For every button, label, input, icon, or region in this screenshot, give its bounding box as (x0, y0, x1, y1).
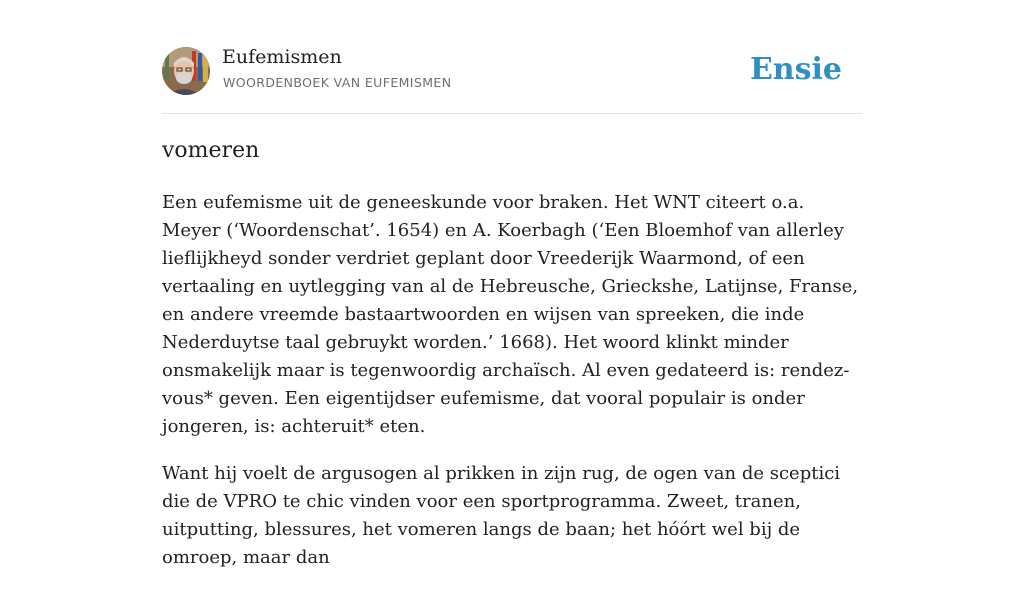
site-title[interactable]: Eufemismen (222, 46, 342, 68)
site-header (162, 46, 862, 96)
entry-paragraph: Een eufemisme uit de geneeskunde voor braken. Het WNT citeert o.a. Meyer (‘Woordenschat’. 1654) en A. Koerbagh (‘Een Bloemhof van allerley lieflijkheyd sonder verdriet geplant door Vreederijk Waarmond, of een vertaaling en uytlegging van al de Hebreusche, Grieckshe, Latijnse, Franse, en andere vreemde bastaartwoorden en wijsen van spreeken, die inde Nederduytse taal gebruykt worden.’ 1668). Het woord klinkt minder onsmakelijk maar is tegenwoordig archaïsch. Al even gedateerd is: rendez-vous* geven. Een eigentijdser eufemisme, dat vooral populair is onder jongeren, is: achteruit* eten. (162, 192, 859, 437)
site-subtitle: WOORDENBOEK VAN EUFEMISMEN (223, 75, 452, 90)
header-divider (162, 113, 862, 114)
entry-body (162, 189, 864, 591)
entry-paragraph: Want hij voelt de argusogen al prikken in zijn rug, de ogen van de sceptici die de VPRO te chic vinden voor een sportprogramma. Zweet, tranen, uitputting, blessures, het vomeren langs de baan; het hóórt wel bij de omroep, maar dan (162, 463, 841, 568)
author-avatar[interactable] (162, 47, 210, 95)
ensie-logo[interactable]: Ensie (749, 52, 842, 87)
entry-title: vomeren (162, 138, 260, 163)
